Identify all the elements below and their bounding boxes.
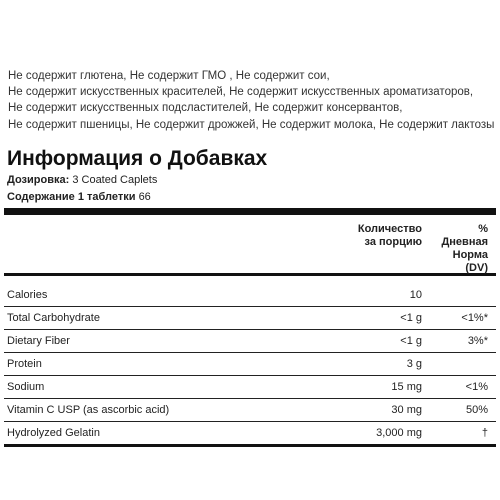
header-dv-line: %	[478, 223, 488, 235]
nutrient-name: Sodium	[7, 381, 45, 393]
header-amount-line: Количество	[357, 223, 422, 235]
table-row	[4, 399, 496, 422]
nutrient-amount: 10	[409, 289, 422, 301]
nutrient-amount: <1 g	[400, 335, 422, 347]
thick-divider	[4, 208, 496, 215]
table-header	[4, 215, 496, 276]
header-amount-line: за порцию	[364, 236, 422, 248]
table-row	[4, 307, 496, 330]
servings-label: Содержание 1 таблетки	[7, 191, 136, 203]
free-from-line: Не содержит пшеницы, Не содержит дрожжей, Не содержит молока, Не содержит лактозы	[8, 118, 495, 131]
nutrient-dv: †	[481, 427, 488, 439]
panel-title: Информация о Добавках	[7, 147, 268, 170]
header-amount	[342, 215, 422, 273]
nutrient-name: Dietary Fiber	[7, 335, 70, 347]
nutrient-name: Protein	[7, 358, 42, 370]
nutrient-dv: <1%	[465, 381, 488, 393]
header-dv	[422, 215, 496, 273]
table-row	[4, 330, 496, 353]
nutrient-dv: 3%*	[467, 335, 488, 347]
free-from-list	[8, 68, 494, 133]
supplement-facts-panel	[4, 146, 496, 447]
servings-line	[4, 189, 496, 206]
header-dv-line: Дневная	[441, 236, 488, 248]
free-from-line: Не содержит глютена, Не содержит ГМО , Не содержит сои,	[8, 70, 330, 82]
dosage-value: 3 Coated Caplets	[72, 174, 158, 186]
nutrient-dv: 50%	[465, 404, 488, 416]
nutrient-amount: <1 g	[400, 312, 422, 324]
nutrient-dv: <1%*	[461, 312, 488, 324]
header-name-cell	[4, 215, 342, 273]
table-row	[4, 353, 496, 376]
nutrient-amount: 3 g	[406, 358, 422, 370]
nutrient-amount: 15 mg	[391, 381, 422, 393]
nutrient-name: Hydrolyzed Gelatin	[7, 427, 100, 439]
dosage-line	[4, 172, 496, 189]
header-dv-line: (DV)	[465, 262, 488, 274]
nutrient-amount: 30 mg	[391, 404, 422, 416]
table-row	[4, 376, 496, 399]
nutrient-name: Total Carbohydrate	[7, 312, 100, 324]
table-row	[4, 284, 496, 307]
servings-value: 66	[138, 191, 151, 203]
nutrient-name: Vitamin C USP (as ascorbic acid)	[7, 404, 170, 416]
free-from-line: Не содержит искусственных подсластителей, Не содержит консервантов,	[8, 102, 403, 115]
nutrient-amount: 3,000 mg	[376, 427, 422, 439]
free-from-line: Не содержит искусственных красителей, Не содержит искусственных ароматизаторов,	[8, 86, 474, 99]
table-row	[4, 422, 496, 447]
dosage-label: Дозировка:	[7, 174, 70, 186]
nutrient-name: Calories	[7, 289, 48, 301]
header-dv-line: Норма	[452, 249, 488, 261]
